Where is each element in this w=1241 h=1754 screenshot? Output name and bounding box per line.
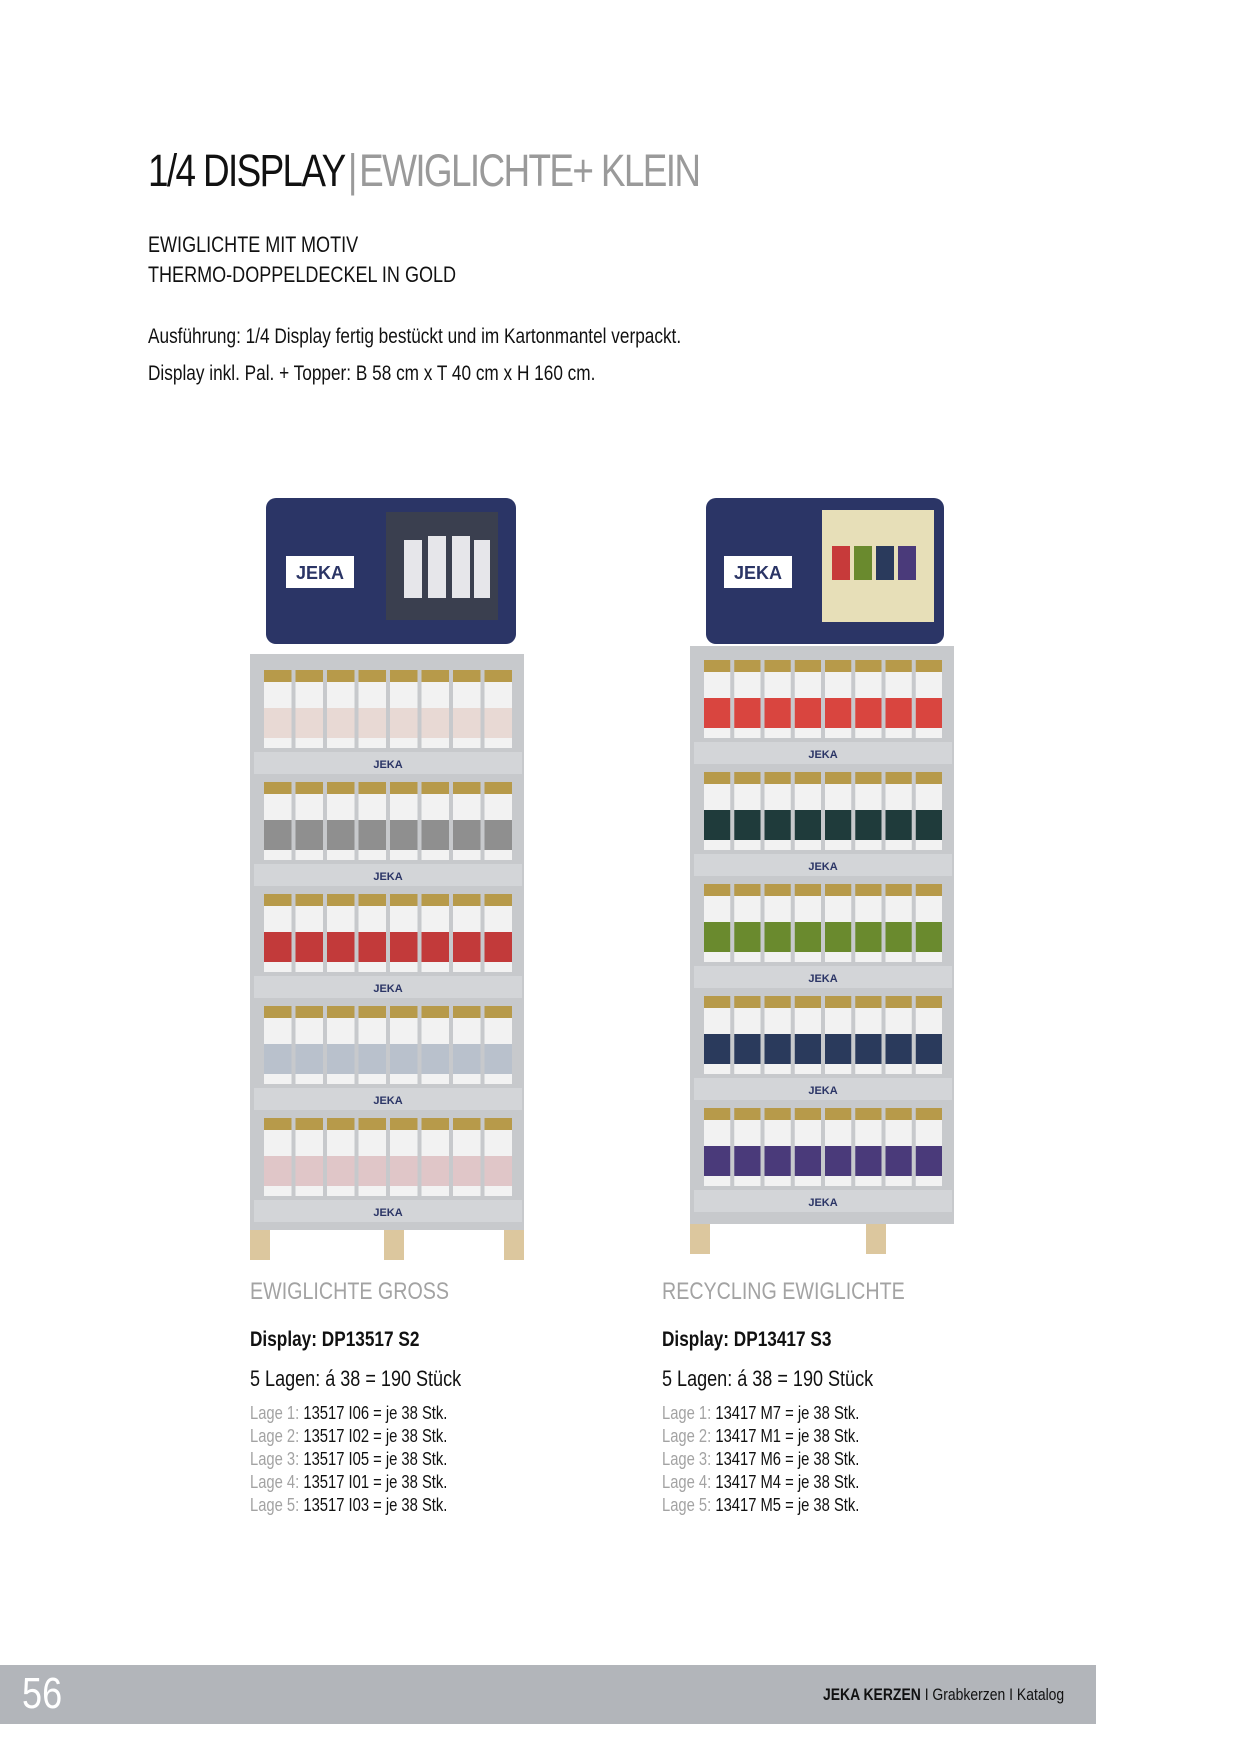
- candle-motif: [886, 922, 912, 952]
- candle-lid: [916, 1108, 942, 1120]
- candle-lid: [886, 660, 912, 672]
- candle-motif: [264, 1156, 292, 1186]
- candle-motif: [453, 1156, 481, 1186]
- candle-lid: [795, 884, 821, 896]
- candle-motif: [485, 932, 513, 962]
- candle-lid: [855, 1108, 881, 1120]
- shelf-brand-label: JEKA: [373, 759, 403, 771]
- candle-motif: [734, 698, 760, 728]
- candle-motif: [453, 932, 481, 962]
- candle-lid: [422, 782, 450, 794]
- candle-lid: [916, 772, 942, 784]
- candle-motif: [264, 932, 292, 962]
- candle-lid: [765, 996, 791, 1008]
- candle-lid: [327, 782, 355, 794]
- candle-motif: [855, 810, 881, 840]
- footer-doc: Katalog: [1016, 1685, 1064, 1704]
- display-name: EWIGLICHTE GROSS: [250, 1278, 450, 1305]
- display-lagen: 5 Lagen: á 38 = 190 Stück: [662, 1366, 874, 1391]
- candle-lid: [704, 1108, 730, 1120]
- subheading: [148, 230, 456, 290]
- candle-lid: [795, 772, 821, 784]
- candle-motif: [296, 820, 324, 850]
- candle-motif: [765, 698, 791, 728]
- candle-lid: [485, 894, 513, 906]
- candle-lid: [704, 884, 730, 896]
- candle-motif: [886, 698, 912, 728]
- display-code: Display: DP13517 S2: [250, 1328, 420, 1351]
- description-line-2: Display inkl. Pal. + Topper: B 58 cm x T 40 cm x H 160 cm.: [148, 362, 596, 385]
- candle-motif: [734, 810, 760, 840]
- candle-lid: [264, 670, 292, 682]
- candle-motif: [734, 1034, 760, 1064]
- layer-row: Lage 3: 13517 I05 = je 38 Stk.: [250, 1449, 448, 1469]
- candle-lid: [359, 1118, 387, 1130]
- shelf-stack: [690, 646, 954, 1224]
- candle-motif: [422, 1044, 450, 1074]
- candle-lid: [825, 1108, 851, 1120]
- layer-row: Lage 2: 13417 M1 = je 38 Stk.: [662, 1426, 860, 1446]
- candle-lid: [765, 1108, 791, 1120]
- layer-row: Lage 4: 13417 M4 = je 38 Stk.: [662, 1472, 860, 1492]
- candle-lid: [734, 660, 760, 672]
- candle-lid: [855, 772, 881, 784]
- candle-lid: [825, 660, 851, 672]
- display-image-recycling: [686, 498, 956, 1258]
- display-lagen: 5 Lagen: á 38 = 190 Stück: [250, 1366, 462, 1391]
- shelf-brand-label: JEKA: [808, 1197, 838, 1209]
- candle-lid: [327, 894, 355, 906]
- candle-motif: [359, 820, 387, 850]
- candle-lid: [296, 782, 324, 794]
- candle-lid: [359, 782, 387, 794]
- candle-lid: [795, 660, 821, 672]
- layer-row: Lage 1: 13417 M7 = je 38 Stk.: [662, 1403, 860, 1423]
- candle-lid: [422, 670, 450, 682]
- candle-lid: [359, 1006, 387, 1018]
- candle-lid: [704, 996, 730, 1008]
- candle-motif: [704, 1034, 730, 1064]
- display-info-gross: [250, 1278, 507, 1517]
- candle-lid: [296, 1118, 324, 1130]
- title-main: 1/4 DISPLAY: [148, 145, 345, 196]
- candle-motif: [795, 1146, 821, 1176]
- candle-lid: [485, 782, 513, 794]
- candle-motif: [704, 698, 730, 728]
- page-title: [148, 145, 700, 196]
- candle-lid: [765, 772, 791, 784]
- candle-lid: [422, 1006, 450, 1018]
- display-info-recycling: [662, 1278, 958, 1517]
- candle-motif: [422, 1156, 450, 1186]
- candle-motif: [765, 1034, 791, 1064]
- candle-lid: [264, 782, 292, 794]
- candle-lid: [327, 670, 355, 682]
- candle-motif: [825, 1146, 851, 1176]
- candle-motif: [765, 922, 791, 952]
- candle-lid: [485, 670, 513, 682]
- candle-motif: [453, 820, 481, 850]
- candle-motif: [327, 1044, 355, 1074]
- candle-motif: [327, 932, 355, 962]
- layer-row: Lage 4: 13517 I01 = je 38 Stk.: [250, 1472, 448, 1492]
- candle-lid: [422, 1118, 450, 1130]
- page-number: 56: [22, 1669, 63, 1718]
- candle-motif: [327, 1156, 355, 1186]
- candle-lid: [453, 894, 481, 906]
- candle-lid: [795, 996, 821, 1008]
- candle-lid: [453, 782, 481, 794]
- layer-row: Lage 2: 13517 I02 = je 38 Stk.: [250, 1426, 448, 1446]
- candle-lid: [825, 996, 851, 1008]
- candle-lid: [390, 1118, 418, 1130]
- shelf-brand-label: JEKA: [808, 973, 838, 985]
- candle-lid: [390, 1006, 418, 1018]
- candle-motif: [855, 1034, 881, 1064]
- candle-motif: [485, 820, 513, 850]
- candle-lid: [390, 782, 418, 794]
- candle-motif: [359, 1156, 387, 1186]
- candle-motif: [916, 810, 942, 840]
- candle-lid: [886, 884, 912, 896]
- candle-lid: [886, 996, 912, 1008]
- brand-logo-text: JEKA: [733, 563, 783, 583]
- candle-motif: [734, 922, 760, 952]
- candle-lid: [734, 1108, 760, 1120]
- layer-row: Lage 5: 13517 I03 = je 38 Stk.: [250, 1495, 448, 1515]
- candle-lid: [264, 894, 292, 906]
- candle-motif: [264, 820, 292, 850]
- candle-lid: [296, 670, 324, 682]
- candle-lid: [855, 884, 881, 896]
- description: [148, 318, 681, 392]
- brand-logo-text: JEKA: [295, 563, 345, 583]
- candle-motif: [886, 1146, 912, 1176]
- candle-motif: [264, 708, 292, 738]
- shelf-brand-label: JEKA: [808, 749, 838, 761]
- candle-motif: [422, 708, 450, 738]
- candle-motif: [795, 810, 821, 840]
- candle-lid: [453, 1006, 481, 1018]
- pallet: [690, 1224, 886, 1254]
- candle-lid: [765, 884, 791, 896]
- candle-lid: [296, 894, 324, 906]
- candle-lid: [453, 1118, 481, 1130]
- candle-lid: [264, 1006, 292, 1018]
- title-sub: EWIGLICHTE+ KLEIN: [359, 145, 700, 196]
- subheading-line-1: EWIGLICHTE MIT MOTIV: [148, 232, 359, 257]
- candle-motif: [855, 922, 881, 952]
- candle-motif: [886, 810, 912, 840]
- candle-lid: [485, 1118, 513, 1130]
- candle-lid: [734, 884, 760, 896]
- footer-brand: JEKA KERZEN: [822, 1685, 921, 1704]
- candle-lid: [765, 660, 791, 672]
- subheading-line-2: THERMO-DOPPELDECKEL IN GOLD: [148, 262, 457, 287]
- candle-lid: [359, 670, 387, 682]
- candle-lid: [390, 894, 418, 906]
- candle-motif: [765, 1146, 791, 1176]
- candle-motif: [296, 932, 324, 962]
- candle-motif: [296, 1156, 324, 1186]
- candle-lid: [734, 772, 760, 784]
- candle-motif: [704, 1146, 730, 1176]
- description-line-1: Ausführung: 1/4 Display fertig bestückt und im Kartonmantel verpackt.: [148, 325, 682, 348]
- candle-lid: [704, 660, 730, 672]
- display-name: RECYCLING EWIGLICHTE: [662, 1278, 905, 1305]
- candle-motif: [825, 810, 851, 840]
- shelf-brand-label: JEKA: [373, 1095, 403, 1107]
- candle-lid: [422, 894, 450, 906]
- candle-motif: [855, 698, 881, 728]
- candle-motif: [795, 922, 821, 952]
- candle-motif: [390, 1044, 418, 1074]
- candle-motif: [390, 708, 418, 738]
- shelf-brand-label: JEKA: [808, 861, 838, 873]
- candle-lid: [734, 996, 760, 1008]
- shelf-brand-label: JEKA: [373, 983, 403, 995]
- candle-motif: [390, 1156, 418, 1186]
- candle-lid: [264, 1118, 292, 1130]
- candle-motif: [916, 1146, 942, 1176]
- candle-lid: [916, 884, 942, 896]
- candle-motif: [453, 1044, 481, 1074]
- shelf-brand-label: JEKA: [808, 1085, 838, 1097]
- candle-motif: [795, 698, 821, 728]
- candle-motif: [916, 922, 942, 952]
- candle-motif: [327, 708, 355, 738]
- candle-motif: [886, 1034, 912, 1064]
- candle-lid: [704, 772, 730, 784]
- candle-lid: [327, 1118, 355, 1130]
- footer-text: JEKA KERZEN I Grabkerzen I Katalog: [822, 1685, 1064, 1704]
- candle-lid: [359, 894, 387, 906]
- display-image-gross: [246, 498, 546, 1260]
- candle-motif: [916, 698, 942, 728]
- candle-motif: [916, 1034, 942, 1064]
- candle-motif: [359, 932, 387, 962]
- candle-lid: [327, 1006, 355, 1018]
- candle-motif: [825, 922, 851, 952]
- candle-motif: [765, 810, 791, 840]
- candle-motif: [704, 922, 730, 952]
- candle-motif: [485, 1044, 513, 1074]
- title-separator: |: [347, 145, 356, 196]
- candle-motif: [359, 708, 387, 738]
- shelf-brand-label: JEKA: [373, 1207, 403, 1219]
- candle-motif: [264, 1044, 292, 1074]
- candle-motif: [795, 1034, 821, 1064]
- pallet: [250, 1230, 524, 1260]
- candle-lid: [296, 1006, 324, 1018]
- shelf-brand-label: JEKA: [373, 871, 403, 883]
- candle-motif: [734, 1146, 760, 1176]
- layer-row: Lage 5: 13417 M5 = je 38 Stk.: [662, 1495, 860, 1515]
- candle-motif: [825, 1034, 851, 1064]
- candle-lid: [485, 1006, 513, 1018]
- candle-lid: [795, 1108, 821, 1120]
- shelf-stack: [250, 654, 524, 1230]
- candle-lid: [886, 1108, 912, 1120]
- candle-motif: [825, 698, 851, 728]
- layer-row: Lage 3: 13417 M6 = je 38 Stk.: [662, 1449, 860, 1469]
- candle-motif: [296, 708, 324, 738]
- candle-motif: [453, 708, 481, 738]
- display-code: Display: DP13417 S3: [662, 1328, 832, 1351]
- footer-section: Grabkerzen: [932, 1685, 1006, 1704]
- candle-lid: [390, 670, 418, 682]
- candle-motif: [390, 820, 418, 850]
- candle-motif: [296, 1044, 324, 1074]
- candle-lid: [453, 670, 481, 682]
- candle-lid: [855, 660, 881, 672]
- candle-motif: [390, 932, 418, 962]
- candle-motif: [359, 1044, 387, 1074]
- candle-motif: [485, 1156, 513, 1186]
- candle-lid: [886, 772, 912, 784]
- candle-motif: [704, 810, 730, 840]
- candle-motif: [485, 708, 513, 738]
- candle-lid: [855, 996, 881, 1008]
- candle-lid: [916, 660, 942, 672]
- footer-bar: [0, 1665, 1096, 1724]
- candle-lid: [916, 996, 942, 1008]
- candle-lid: [825, 772, 851, 784]
- candle-motif: [422, 932, 450, 962]
- candle-lid: [825, 884, 851, 896]
- candle-motif: [855, 1146, 881, 1176]
- candle-motif: [327, 820, 355, 850]
- candle-motif: [422, 820, 450, 850]
- layer-row: Lage 1: 13517 I06 = je 38 Stk.: [250, 1403, 448, 1423]
